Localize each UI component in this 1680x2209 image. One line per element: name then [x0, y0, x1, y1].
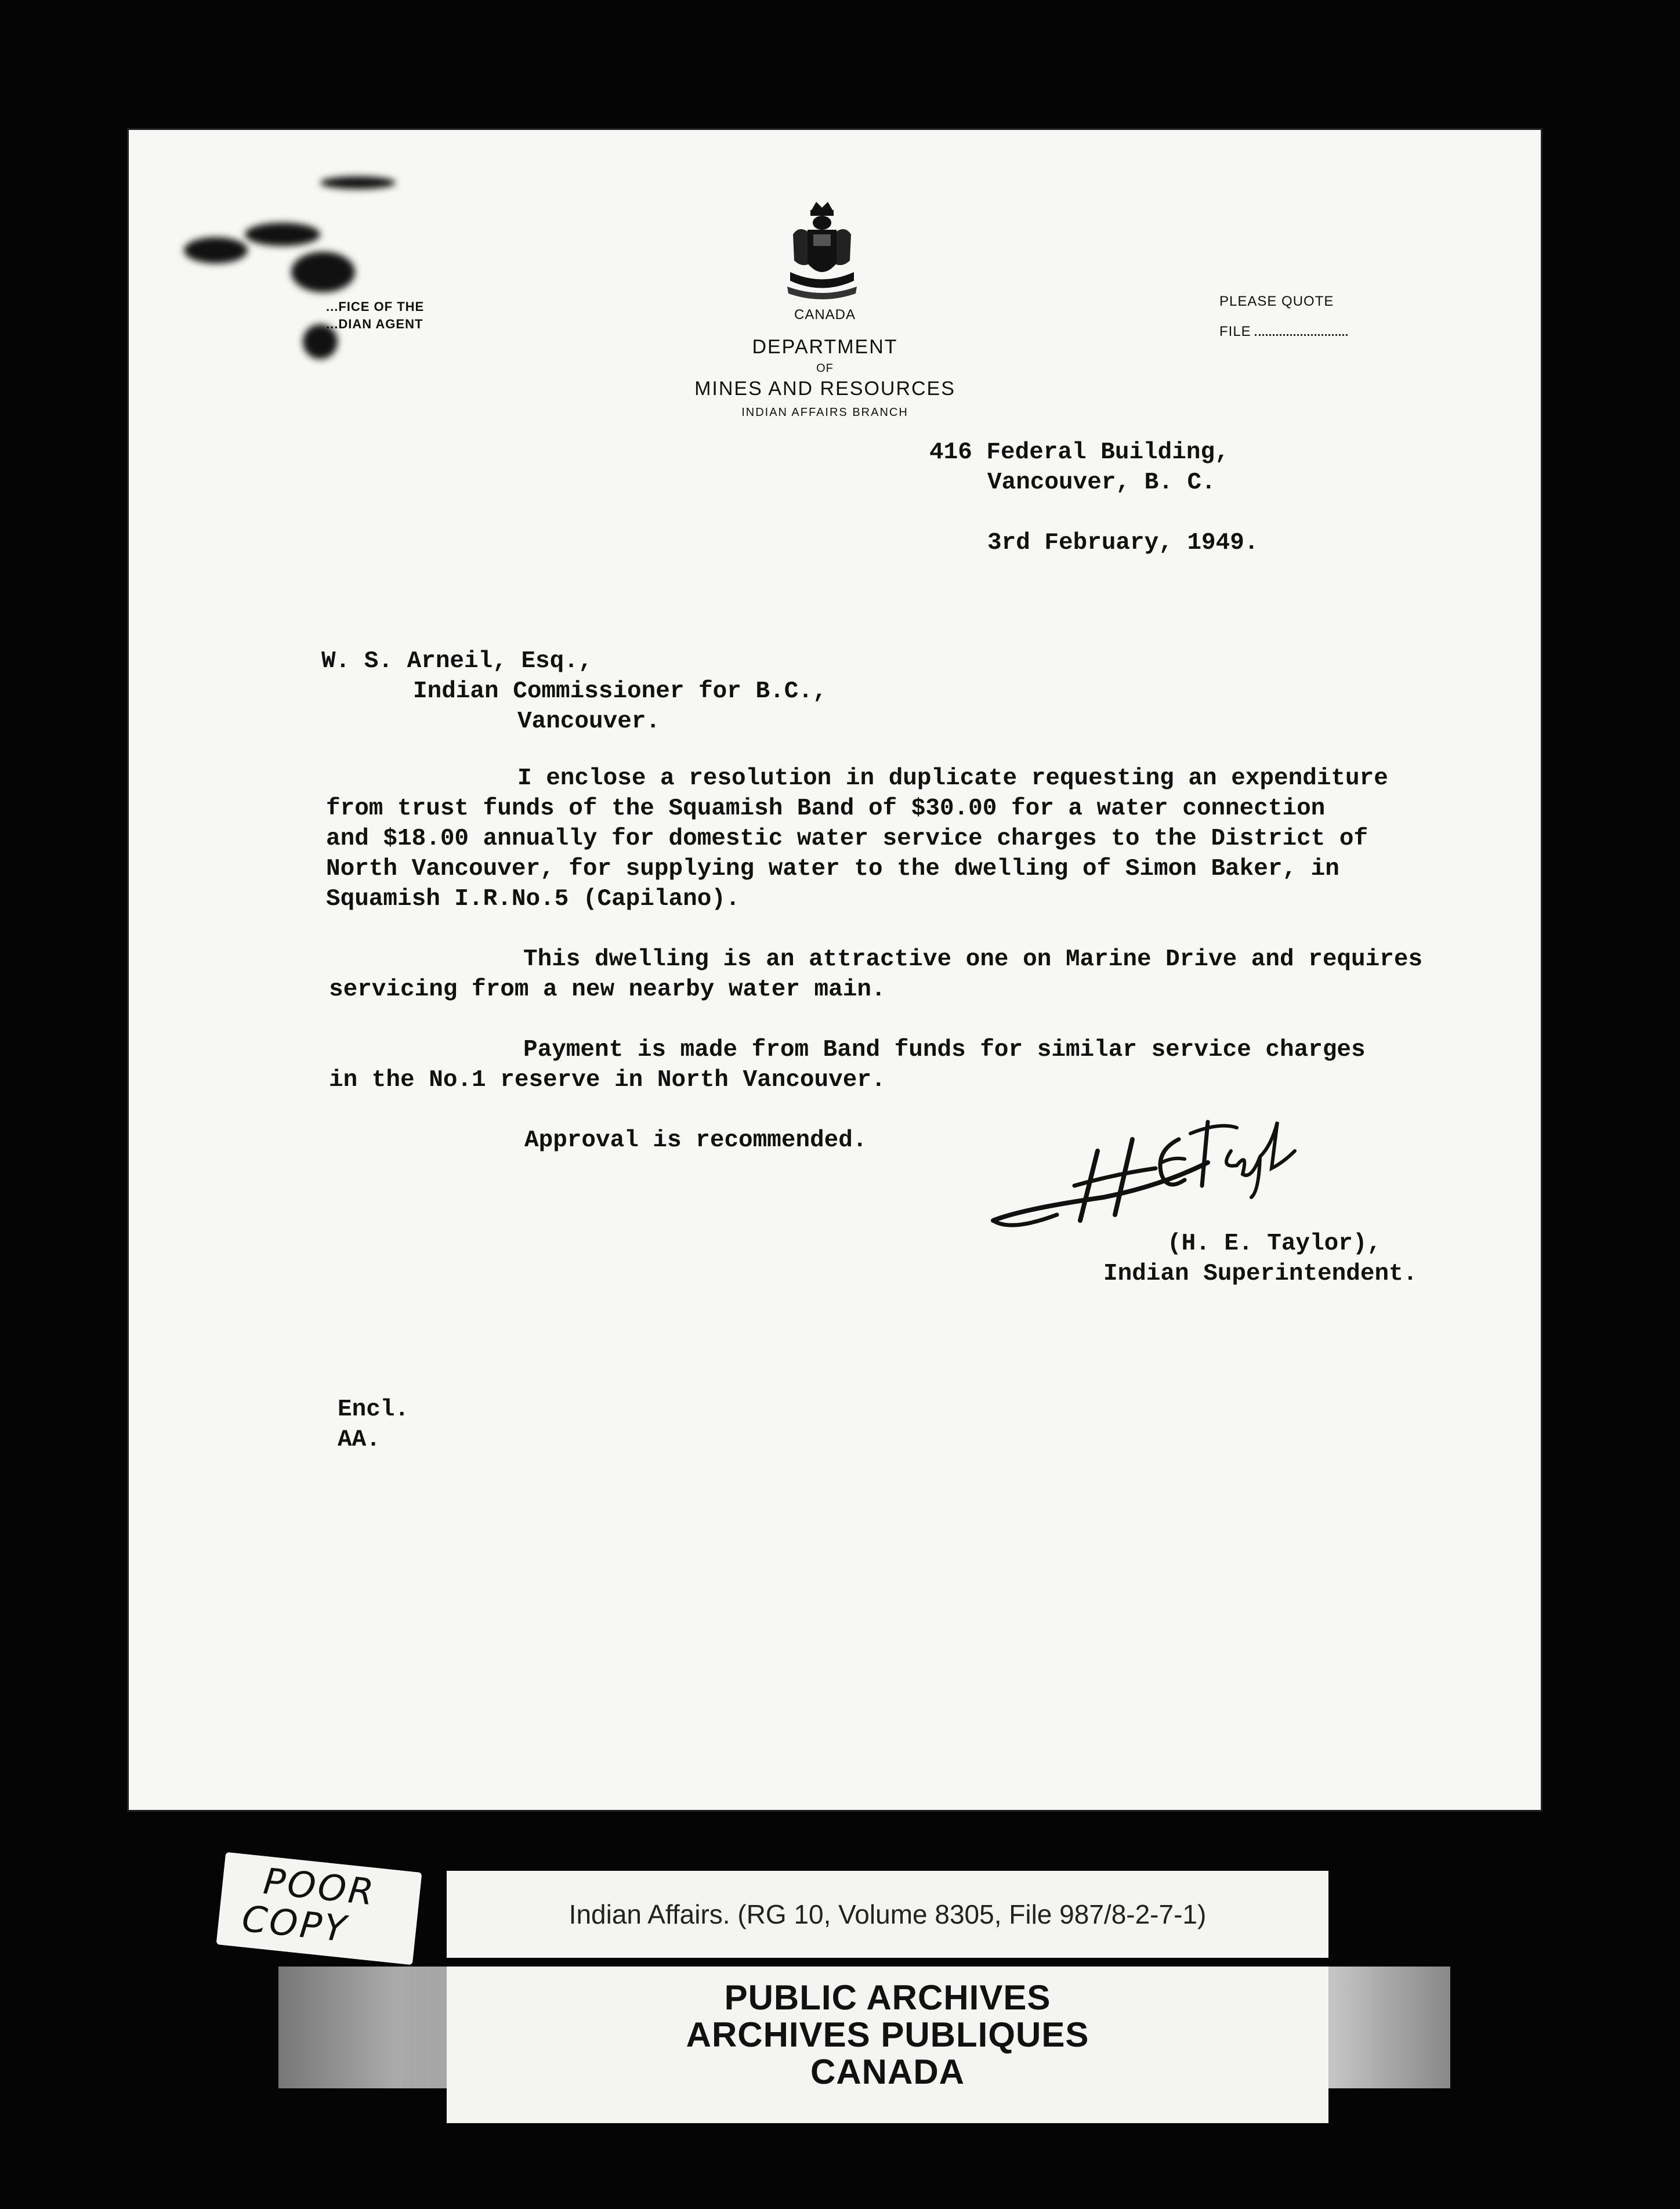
signatory-name: (H. E. Taylor), — [1167, 1230, 1382, 1257]
public-archives-stamp — [447, 1967, 1328, 2123]
file-line — [1219, 317, 1348, 347]
archives-stamp-line-2: ARCHIVES PUBLIQUES — [686, 2015, 1089, 2054]
coat-of-arms-icon — [781, 200, 863, 304]
archive-reference-label — [447, 1871, 1328, 1958]
ink-smudge — [291, 252, 355, 292]
file-label: FILE — [1219, 324, 1251, 339]
letterhead-branch: INDIAN AFFAIRS BRANCH — [741, 406, 908, 419]
body-paragraph-1-line-4: North Vancouver, for supplying water to the dwelling of Simon Baker, in — [326, 856, 1339, 882]
recipient-title: Indian Commissioner for B.C., — [413, 678, 827, 705]
body-paragraph-1-line-2: from trust funds of the Squamish Band of $30.00 for a water connection — [326, 795, 1326, 822]
body-paragraph-2-line-1: This dwelling is an attractive one on Marine Drive and requires — [523, 946, 1423, 973]
letterhead-of: OF — [816, 362, 834, 375]
archives-stamp-line-1: PUBLIC ARCHIVES — [724, 1978, 1051, 2017]
recipient-city: Vancouver. — [517, 708, 661, 735]
sender-address-line-1: 416 Federal Building, — [929, 439, 1229, 466]
file-blank — [1255, 334, 1348, 336]
poor-copy-line-2: COPY — [240, 1897, 350, 1951]
please-quote-label: PLEASE QUOTE — [1219, 294, 1334, 309]
letterhead-department: DEPARTMENT — [752, 336, 898, 358]
ink-smudge — [245, 223, 320, 246]
ink-smudge — [184, 237, 248, 263]
letter-date: 3rd February, 1949. — [987, 530, 1259, 556]
body-paragraph-1-line-3: and $18.00 annually for domestic water service charges to the District of — [326, 825, 1368, 852]
letter-page — [129, 130, 1541, 1810]
body-paragraph-1-line-1: I enclose a resolution in duplicate requesting an expenditure — [517, 765, 1388, 792]
poor-copy-line-1: POOR — [261, 1859, 378, 1914]
agent-office-line-1: ...FICE OF THE — [326, 299, 425, 314]
archives-stamp-line-3: CANADA — [810, 2052, 965, 2091]
body-paragraph-2-line-2: servicing from a new nearby water main. — [329, 976, 886, 1003]
enclosure-line-1: Encl. — [338, 1396, 410, 1423]
body-paragraph-3-line-1: Payment is made from Band funds for similar service charges — [523, 1037, 1366, 1063]
please-quote-block — [1219, 287, 1348, 347]
sender-address-line-2: Vancouver, B. C. — [987, 469, 1216, 496]
letterhead-ministry: MINES AND RESOURCES — [694, 378, 955, 400]
letterhead-country: CANADA — [794, 307, 856, 323]
recipient-name: W. S. Arneil, Esq., — [321, 648, 593, 675]
letterhead-block — [639, 307, 1011, 419]
handwritten-signature — [987, 1099, 1347, 1250]
archive-reference: Indian Affairs. (RG 10, Volume 8305, File 987/8-2-7-1) — [569, 1899, 1207, 1929]
agent-office-heading — [326, 298, 424, 333]
ink-smudge — [320, 176, 396, 189]
body-paragraph-1-line-5: Squamish I.R.No.5 (Capilano). — [326, 886, 740, 912]
body-paragraph-3-line-2: in the No.1 reserve in North Vancouver. — [329, 1067, 886, 1093]
enclosure-line-2: AA. — [338, 1426, 381, 1453]
signatory-title: Indian Superintendent. — [1103, 1261, 1418, 1287]
agent-office-line-2: ...DIAN AGENT — [326, 317, 423, 331]
body-paragraph-4-line-1: Approval is recommended. — [524, 1127, 867, 1154]
